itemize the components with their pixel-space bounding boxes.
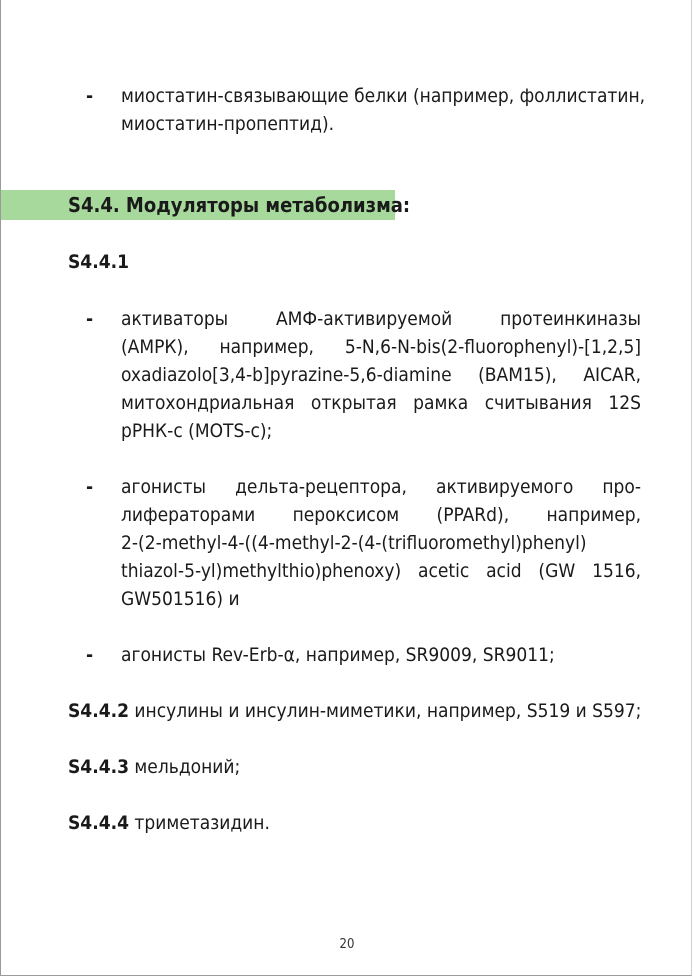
subsection-text-s444: триметазидин. [128, 812, 270, 834]
list-item-text [121, 305, 641, 445]
subsection-text-s442: инсулины и инсулин-миметики, например, S519 и S597; [128, 700, 642, 722]
section-title: S4.4. Модуляторы метаболизма: [68, 193, 411, 217]
text-line: thiazol-5-yl)methylthio)phenoxy) acetic acid (GW 1516, [121, 560, 641, 582]
text-line: агонисты Rev-Erb-α, например, SR9009, SR9011; [121, 644, 555, 666]
subsection-text-s443: мельдоний; [128, 756, 241, 778]
list-item-text [121, 641, 641, 669]
list-dash: - [86, 308, 94, 330]
subsection-code-s443: S4.4.3 [68, 756, 129, 778]
text-line: 2-(2-methyl-4-((4-methyl-2-(4-(trifluoromethyl)phenyl) [121, 532, 587, 554]
text-line: активаторы АМФ-активируемой протеинкиназы [121, 308, 641, 330]
subsection-s443 [68, 753, 240, 781]
text-line: рРНК-с (MOTS-c); [121, 420, 273, 442]
list-item-text [121, 473, 641, 613]
text-line: (АМРК), например, 5-N,6-N-bis(2-fluorophenyl)-[1,2,5] [121, 336, 641, 358]
text-line: миостатин-пропептид). [121, 113, 335, 135]
subsection-code-s444: S4.4.4 [68, 812, 129, 834]
text-line: миостатин-связывающие белки (например, фоллистатин, [121, 85, 646, 107]
subsection-s444 [68, 809, 270, 837]
list-item-text [121, 82, 646, 138]
text-line: GW501516) и [121, 588, 240, 610]
list-dash: - [86, 476, 94, 498]
list-dash: - [86, 644, 94, 666]
list-dash: - [86, 85, 94, 107]
text-line: oxadiazolo[3,4-b]pyrazine-5,6-diamine (BAM15), AICAR, [121, 364, 641, 386]
text-line: митохондриальная открытая рамка считывания 12S [121, 392, 641, 414]
subsection-s442 [68, 697, 641, 725]
text-line: агонисты дельта-рецептора, активируемого про- [121, 476, 641, 498]
subsection-code-s442: S4.4.2 [68, 700, 129, 722]
text-line: лифераторами пероксисом (PPARd), например, [121, 504, 641, 526]
subsection-code-s441: S4.4.1 [68, 251, 129, 273]
page-number: 20 [339, 937, 355, 952]
